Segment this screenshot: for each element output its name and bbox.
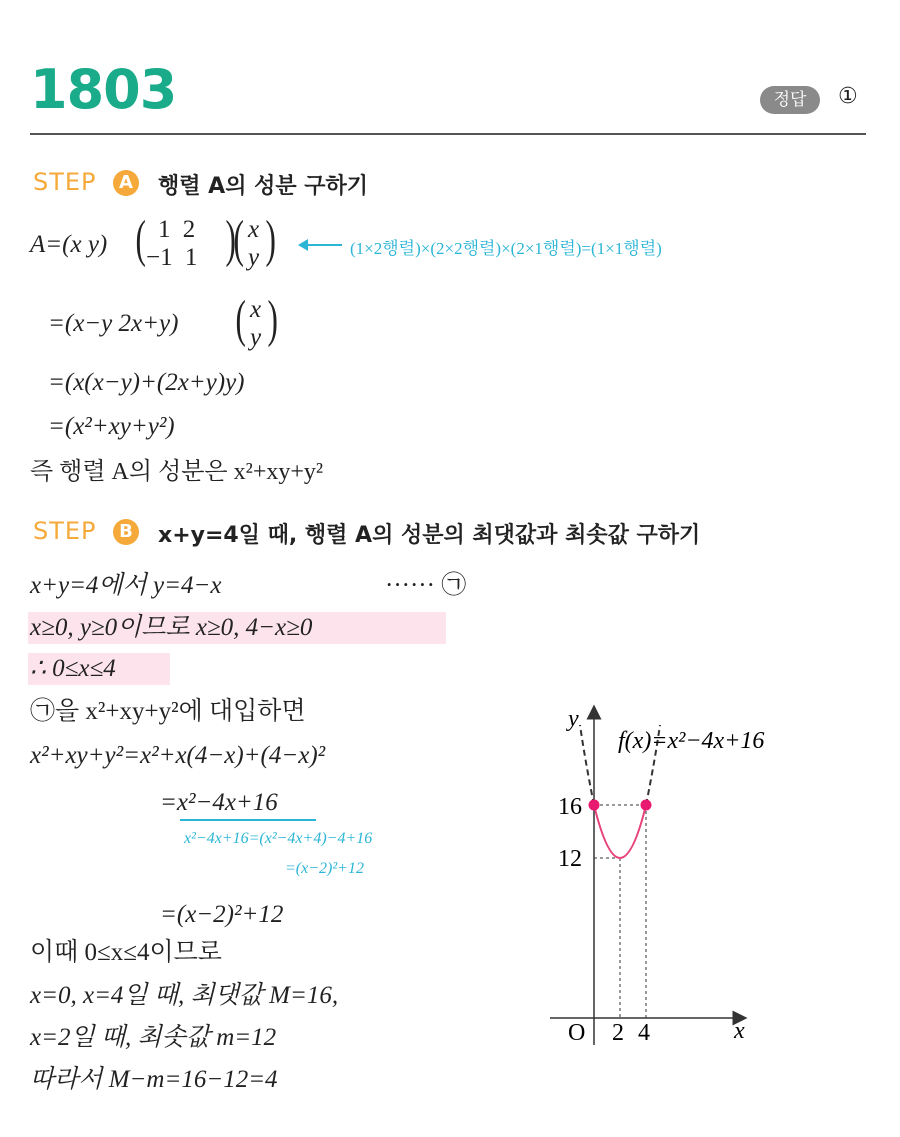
step-a-conclusion: 즉 행렬 A의 성분은 x²+xy+y²: [30, 459, 324, 485]
y-tick-16: 16: [558, 794, 582, 820]
step-a-line2-prefix: =(x−y 2x+y): [48, 310, 179, 337]
vector-2-top: x: [250, 296, 262, 323]
header-divider: [30, 133, 866, 135]
completing-square-note-2: =(x−2)²+12: [285, 860, 364, 877]
step-a-title: STEP: [33, 168, 97, 196]
max-point-left: [589, 800, 600, 811]
step-b-line9: x=0, x=4일 때, 최댓값 M=16,: [30, 982, 339, 1009]
function-label: f(x)=x²−4x+16: [618, 728, 765, 754]
step-a-line3: =(x(x−y)+(2x+y)y): [48, 369, 245, 396]
y-axis-label: y: [568, 706, 579, 732]
function-graph: [540, 700, 840, 1060]
step-b-underline: [180, 819, 316, 821]
matrix-row-2: −1 1: [146, 244, 198, 271]
vector-2-bottom: y: [250, 324, 262, 351]
step-b-line3: ∴ 0≤x≤4: [30, 655, 116, 682]
step-b-line6: =x²−4x+16: [160, 789, 278, 816]
step-b-line5: x²+xy+y²=x²+x(4−x)+(4−x)²: [30, 742, 326, 769]
step-b-line1-tag: ······ ㉠: [385, 572, 467, 599]
step-b-conclusion: 따라서 M−m=16−12=4: [30, 1066, 278, 1093]
step-b-line7: =(x−2)²+12: [160, 901, 284, 928]
step-a-matrix: ( 1 2 −1 1 ): [138, 212, 258, 272]
step-a-line1-prefix: A=(x y): [30, 231, 108, 258]
answer-badge: 정답: [760, 86, 820, 114]
completing-square-note-1: x²−4x+16=(x²−4x+4)−4+16: [184, 830, 373, 847]
curve-extension-left: [580, 725, 594, 805]
answer-value: ①: [838, 84, 858, 109]
matrix-row-1: 1 2: [158, 216, 196, 243]
dimension-note: (1×2행렬)×(2×2행렬)×(2×1행렬)=(1×1행렬): [350, 239, 662, 258]
step-b-line8: 이때 0≤x≤4이므로: [30, 939, 222, 966]
vector-bottom: y: [248, 244, 260, 271]
x-axis-label: x: [734, 1018, 745, 1044]
origin-label: O: [568, 1020, 586, 1046]
step-a-vector-2: ( x y ): [234, 292, 284, 352]
step-b-line10: x=2일 때, 최솟값 m=12: [30, 1024, 277, 1051]
step-a-badge: A: [113, 170, 139, 196]
step-b-description: x+y=4일 때, 행렬 A의 성분의 최댓값과 최솟값 구하기: [158, 523, 701, 548]
x-tick-2: 2: [612, 1020, 624, 1046]
step-b-line2: x≥0, y≥0이므로 x≥0, 4−x≥0: [30, 614, 313, 641]
x-tick-4: 4: [638, 1020, 650, 1046]
step-b-title: STEP: [33, 517, 97, 545]
problem-number: 1803: [30, 58, 177, 121]
note-arrow-head: [298, 239, 308, 251]
y-tick-12: 12: [558, 846, 582, 872]
step-b-line1: x+y=4에서 y=4−x: [30, 572, 222, 599]
step-b-badge: B: [113, 519, 139, 545]
step-a-vector: ( x y ): [232, 212, 282, 272]
step-a-line4: =(x²+xy+y²): [48, 413, 175, 440]
parabola-curve: [594, 805, 646, 858]
step-b-line4: ㉠을 x²+xy+y²에 대입하면: [30, 698, 306, 725]
max-point-right: [641, 800, 652, 811]
vector-top: x: [248, 216, 260, 243]
step-a-description: 행렬 A의 성분 구하기: [158, 174, 369, 199]
